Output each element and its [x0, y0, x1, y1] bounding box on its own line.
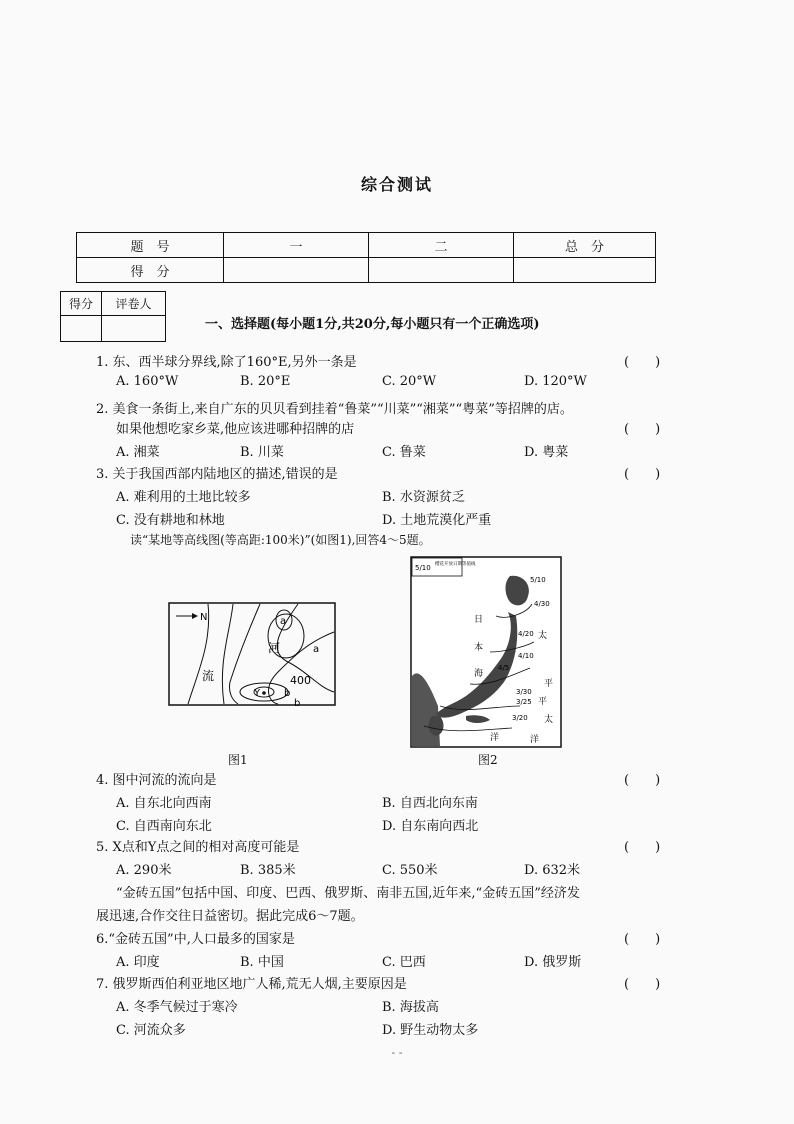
- score-header-section1: 一: [224, 233, 369, 258]
- label-ocean-5: 太: [544, 715, 554, 725]
- q3-option-c[interactable]: C. 没有耕地和林地: [116, 513, 225, 528]
- isoline-date-5: 4/5: [498, 664, 510, 672]
- isoline-date-7: 3/25: [516, 698, 532, 706]
- q1-option-c[interactable]: C. 20°W: [382, 374, 437, 389]
- north-arrow-head: [192, 613, 198, 619]
- label-sea-2: 本: [474, 643, 484, 653]
- figure-2-caption: 图2: [478, 753, 498, 767]
- q3-option-d[interactable]: D. 土地荒漠化严重: [382, 513, 492, 528]
- question-2-stem-line2: 如果他想吃家乡菜,他应该进哪种招牌的店: [116, 422, 355, 437]
- grader-name-label: 评卷人: [102, 292, 166, 316]
- q5-option-d[interactable]: D. 632米: [524, 863, 581, 878]
- intro-q6-7-line2: 展迅速,合作交往日益密切。据此完成6～7题。: [96, 909, 364, 924]
- answer-blank-3[interactable]: ( ): [624, 467, 661, 482]
- label-ocean-3: 洋: [530, 735, 540, 745]
- label-ocean-4: 平: [538, 697, 548, 707]
- q6-option-c[interactable]: C. 巴西: [382, 955, 426, 970]
- intro-q4-5: 读“某地等高线图(等高距:100米)”(如图1),回答4～5题。: [130, 533, 431, 547]
- isoline-date-2: 4/30: [534, 600, 550, 608]
- score-cell-total[interactable]: [514, 258, 656, 283]
- q2-option-b[interactable]: B. 川菜: [240, 445, 284, 460]
- label-river-1: 河: [268, 641, 281, 655]
- q7-option-a[interactable]: A. 冬季气候过于寒冷: [116, 1000, 238, 1015]
- section-heading: 一、选择题(每小题1分,共20分,每小题只有一个正确选项): [205, 317, 540, 332]
- q3-option-a[interactable]: A. 难利用的土地比较多: [116, 490, 251, 505]
- grader-name-cell[interactable]: [102, 316, 166, 342]
- score-cell-1[interactable]: [224, 258, 369, 283]
- isoline-date-3: 4/20: [518, 630, 534, 638]
- grader-table: [60, 291, 166, 342]
- question-6-stem: 6.“金砖五国”中,人口最多的国家是: [96, 932, 295, 947]
- page-title: 综合测试: [360, 175, 433, 194]
- page-number: - -: [391, 1046, 403, 1059]
- figure-1-contour-map: [168, 602, 336, 706]
- q2-option-d[interactable]: D. 粤菜: [524, 445, 569, 460]
- q1-option-d[interactable]: D. 120°W: [524, 374, 587, 389]
- label-point-y: Y: [254, 688, 261, 699]
- question-1-stem: 1. 东、西半球分界线,除了160°E,另外一条是: [96, 355, 357, 370]
- label-sea-1: 日: [474, 615, 484, 625]
- figure-2-japan-map: [410, 556, 562, 748]
- q6-option-d[interactable]: D. 俄罗斯: [524, 955, 582, 970]
- answer-blank-6[interactable]: ( ): [624, 932, 661, 947]
- q4-option-d[interactable]: D. 自东南向西北: [382, 819, 479, 834]
- score-header-label: 题 号: [77, 233, 224, 258]
- q4-option-a[interactable]: A. 自东北向西南: [116, 796, 212, 811]
- label-a-right: a: [313, 644, 320, 655]
- legend-line-label: 5/10: [415, 564, 431, 572]
- contour-line: [222, 604, 233, 704]
- q1-option-b[interactable]: B. 20°E: [240, 374, 291, 389]
- question-7-stem: 7. 俄罗斯西伯利亚地区地广人稀,荒无人烟,主要原因是: [96, 977, 407, 992]
- point-y-marker: [262, 691, 266, 695]
- label-a-top: a: [280, 616, 287, 627]
- question-4-stem: 4. 图中河流的流向是: [96, 773, 217, 788]
- answer-blank-7[interactable]: ( ): [624, 977, 661, 992]
- score-cell-2[interactable]: [369, 258, 514, 283]
- label-b-2: b: [294, 698, 301, 706]
- isoline-date-1: 5/10: [530, 576, 546, 584]
- question-5-stem: 5. X点和Y点之间的相对高度可能是: [96, 840, 300, 855]
- q7-option-c[interactable]: C. 河流众多: [116, 1023, 186, 1038]
- answer-blank-1[interactable]: ( ): [624, 355, 661, 370]
- answer-blank-2[interactable]: ( ): [624, 422, 661, 437]
- q6-option-a[interactable]: A. 印度: [116, 955, 160, 970]
- label-ocean-2: 平: [544, 679, 554, 689]
- q7-option-b[interactable]: B. 海拔高: [382, 1000, 439, 1015]
- label-b-1: b: [284, 688, 291, 699]
- figure-1-caption: 图1: [228, 753, 248, 767]
- grader-score-label: 得分: [61, 292, 102, 316]
- q7-option-d[interactable]: D. 野生动物太多: [382, 1023, 479, 1038]
- question-2-stem-line1: 2. 美食一条街上,来自广东的贝贝看到挂着“鲁菜”“川菜”“湘菜”“粤菜”等招牌的店。: [96, 402, 573, 417]
- q4-option-b[interactable]: B. 自西北向东南: [382, 796, 478, 811]
- q4-option-c[interactable]: C. 自西南向东北: [116, 819, 212, 834]
- q1-option-a[interactable]: A. 160°W: [116, 374, 179, 389]
- q5-option-a[interactable]: A. 290米: [116, 863, 172, 878]
- isoline-date-4: 4/10: [518, 652, 534, 660]
- isoline-date-8: 3/20: [512, 714, 528, 722]
- answer-blank-4[interactable]: ( ): [624, 773, 661, 788]
- q5-option-b[interactable]: B. 385米: [240, 863, 296, 878]
- label-contour-400: 400: [290, 674, 311, 687]
- grader-score-cell[interactable]: [61, 316, 102, 342]
- q3-option-b[interactable]: B. 水资源贫乏: [382, 490, 465, 505]
- score-header-total: 总 分: [514, 233, 656, 258]
- intro-q6-7-line1: “金砖五国”包括中国、印度、巴西、俄罗斯、南非五国,近年来,“金砖五国”经济发: [116, 886, 580, 901]
- q2-option-a[interactable]: A. 湘菜: [116, 445, 160, 460]
- map-frame: [169, 603, 335, 705]
- label-sea-3: 海: [474, 669, 484, 679]
- answer-blank-5[interactable]: ( ): [624, 840, 661, 855]
- q6-option-b[interactable]: B. 中国: [240, 955, 284, 970]
- label-ocean-6: 洋: [490, 733, 500, 743]
- question-3-stem: 3. 关于我国西部内陆地区的描述,错误的是: [96, 467, 338, 482]
- score-row-label: 得 分: [77, 258, 224, 283]
- label-river-2: 流: [202, 669, 215, 683]
- score-table: [76, 232, 656, 283]
- label-ocean-1: 太: [538, 631, 548, 641]
- q5-option-c[interactable]: C. 550米: [382, 863, 438, 878]
- legend-note: 樱花开放日期等值线: [435, 562, 476, 567]
- score-header-section2: 二: [369, 233, 514, 258]
- isoline-date-6: 3/30: [516, 688, 532, 696]
- q2-option-c[interactable]: C. 鲁菜: [382, 445, 426, 460]
- north-label: N: [200, 612, 208, 623]
